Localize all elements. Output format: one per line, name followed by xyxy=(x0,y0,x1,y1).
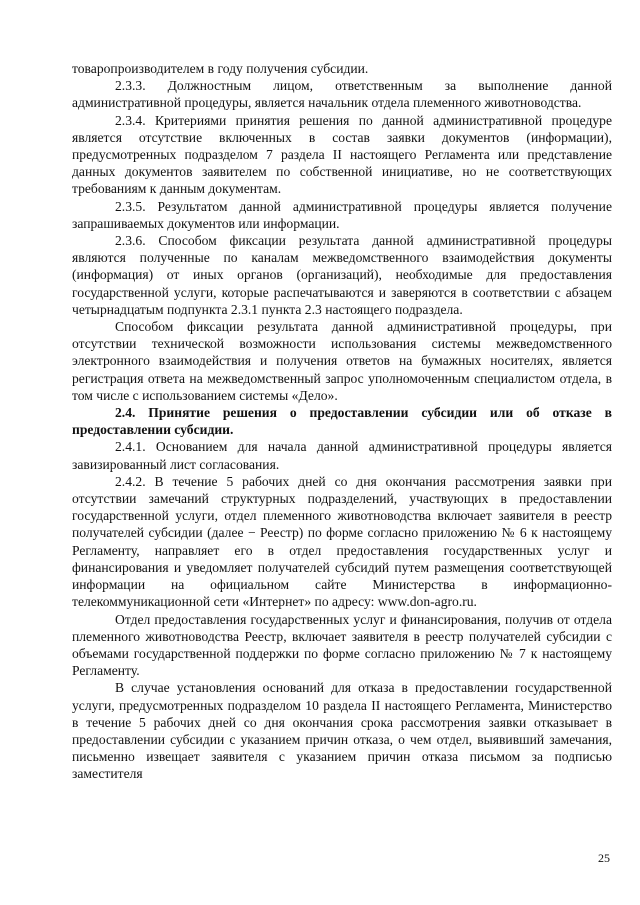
paragraph-2-4-1: 2.4.1. Основанием для начала данной административной процедуры является завизированный лист согласования. xyxy=(72,439,612,472)
section-heading-2-4: 2.4. Принятие решения о предоставлении субсидии или об отказе в предоставлении субсидии. xyxy=(72,405,612,438)
paragraph-2-4-2: 2.4.2. В течение 5 рабочих дней со дня окончания рассмотрения заявки при отсутствии замечаний структурных подразделений, участвующих в предоставлении государственной услуги, отдел племенного животноводства включает заявителя в реестр получателей субсидии (далее − Реестр) по форме согласно приложению № 6 к настоящему Регламенту, направляет его в отдел предоставления государственных услуг и финансирования и уведомляет получателей субсидий путем размещения соответствующей информации на официальном сайте Министерства в информационно-телекоммуникационной сети «Интернет» по адресу: www.don-agro.ru. xyxy=(72,473,612,610)
paragraph-refusal: В случае установления оснований для отказа в предоставлении государственной услуги, предусмотренных подразделом 10 раздела II настоящего Регламента, Министерство в течение 5 рабочих дней со дня окончания срока рассмотрения заявки отказывает в предоставлении субсидии с указанием причин отказа, о чем отдел, выявивший замечания, письменно извещает заявителя с указанием причин отказа письмом за подписью заместителя xyxy=(72,680,612,782)
paragraph-2-3-6: 2.3.6. Способом фиксации результата данной административной процедуры являются полученные по каналам межведомственного взаимодействия документы (информация) от иных органов (организаций), необходимые для предоставления государственной услуги, которые распечатываются и заверяются в соответствии с абзацем четырнадцатым подпункта 2.3.1 пункта 2.3 настоящего подраздела. xyxy=(72,233,612,317)
paragraph-fixation-method: Способом фиксации результата данной административной процедуры, при отсутствии технической возможности использования системы межведомственного электронного взаимодействия и получения ответов на бумажных носителях, является регистрация ответа на межведомственный запрос уполномоченным специалистом отдела, в том числе с использованием системы «Дело». xyxy=(72,319,612,403)
page-number: 25 xyxy=(598,851,610,865)
paragraph-continuation: товаропроизводителем в году получения субсидии. xyxy=(72,61,369,76)
paragraph-2-3-4: 2.3.4. Критериями принятия решения по данной административной процедуре является отсутствие включенных в состав заявки документов (информации), предусмотренных подразделом 7 раздела II настоящего Регламента или представление данных документов заявителем по собственной инициативе, но не соответствующих требованиям к данным документам. xyxy=(72,112,612,197)
document-page xyxy=(72,60,612,783)
paragraph-2-3-5: 2.3.5. Результатом данной административной процедуры является получение запрашиваемых документов или информации. xyxy=(72,198,612,231)
paragraph-finance-department: Отдел предоставления государственных услуг и финансирования, получив от отдела племенного животноводства Реестр, включает заявителя в реестр получателей субсидии с объемами государственной поддержки по форме согласно приложению № 7 к настоящему Регламенту. xyxy=(72,611,612,679)
paragraph-2-3-3: 2.3.3. Должностным лицом, ответственным за выполнение данной административной процедуры, является начальник отдела племенного животноводства. xyxy=(72,78,612,111)
